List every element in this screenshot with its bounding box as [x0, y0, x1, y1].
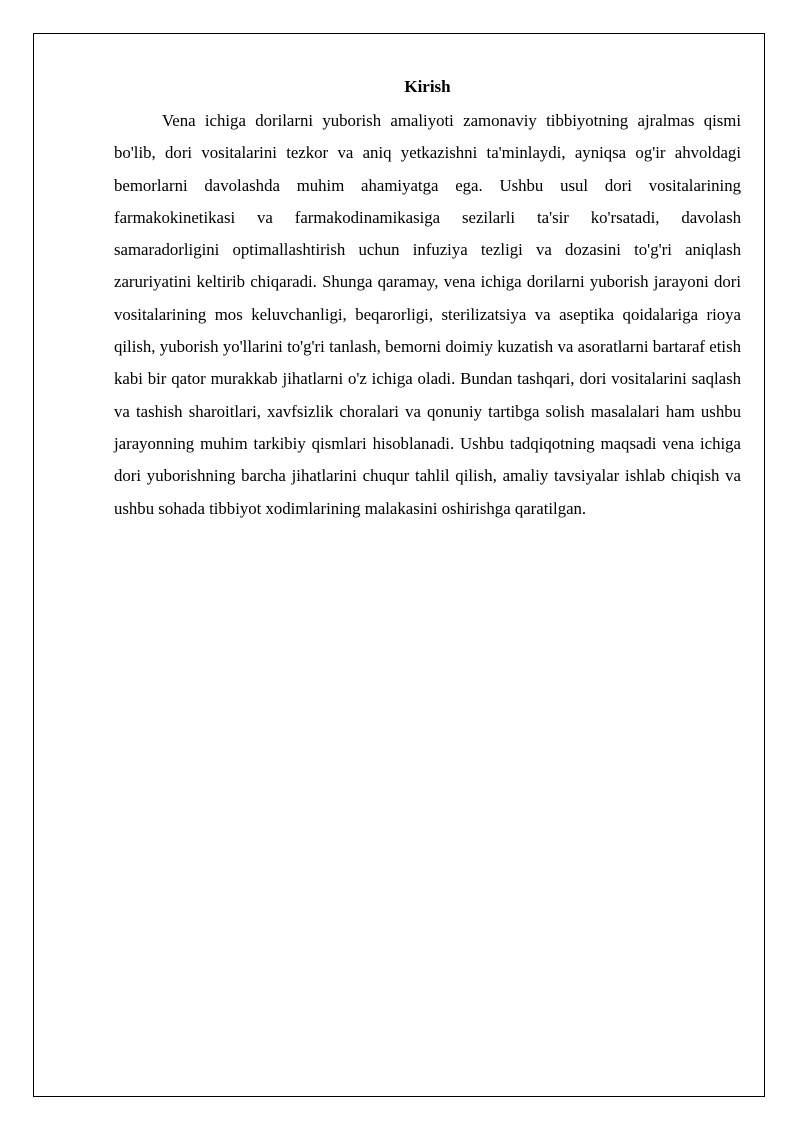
section-title: Kirish — [404, 77, 451, 96]
body-paragraph: Vena ichiga dorilarni yuborish amaliyoti zamonaviy tibbiyotning ajralmas qismi bo'lib, dori vositalarini tezkor va aniq yetkazishni ta'minlaydi, ayniqsa og'ir ahvoldagi bemorlarni davolashda muhim ahamiyatga ega. Ushbu usul dori vositalarining farmakokinetikasi va farmakodinamikasiga sezilarli ta'sir ko'rsatadi, davolash samaradorligini optimallashtirish uchun infuziya tezligi va dozasini to'g'ri aniqlash zaruriyatini keltirib chiqaradi. Shunga qaramay, vena ichiga dorilarni yuborish jarayoni dori vositalarining mos keluvchanligi, beqarorligi, sterilizatsiya va aseptika qoidalariga rioya qilish, yuborish yo'llarini to'g'ri tanlash, bemorni doimiy kuzatish va asoratlarni bartaraf etish kabi bir qator murakkab jihatlarni o'z ichiga oladi. Bundan tashqari, dori vositalarini saqlash va tashish sharoitlari, xavfsizlik choralari va qonuniy tartibga solish masalalari ham ushbu jarayonning muhim tarkibiy qismlari hisoblanadi. Ushbu tadqiqotning maqsadi vena ichiga dori yuborishning barcha jihatlarini chuqur tahlil qilish, amaliy tavsiyalar ishlab chiqish va ushbu sohada tibbiyot xodimlarining malakasini oshirishga qaratilgan. — [114, 111, 741, 518]
document-body — [114, 75, 741, 525]
